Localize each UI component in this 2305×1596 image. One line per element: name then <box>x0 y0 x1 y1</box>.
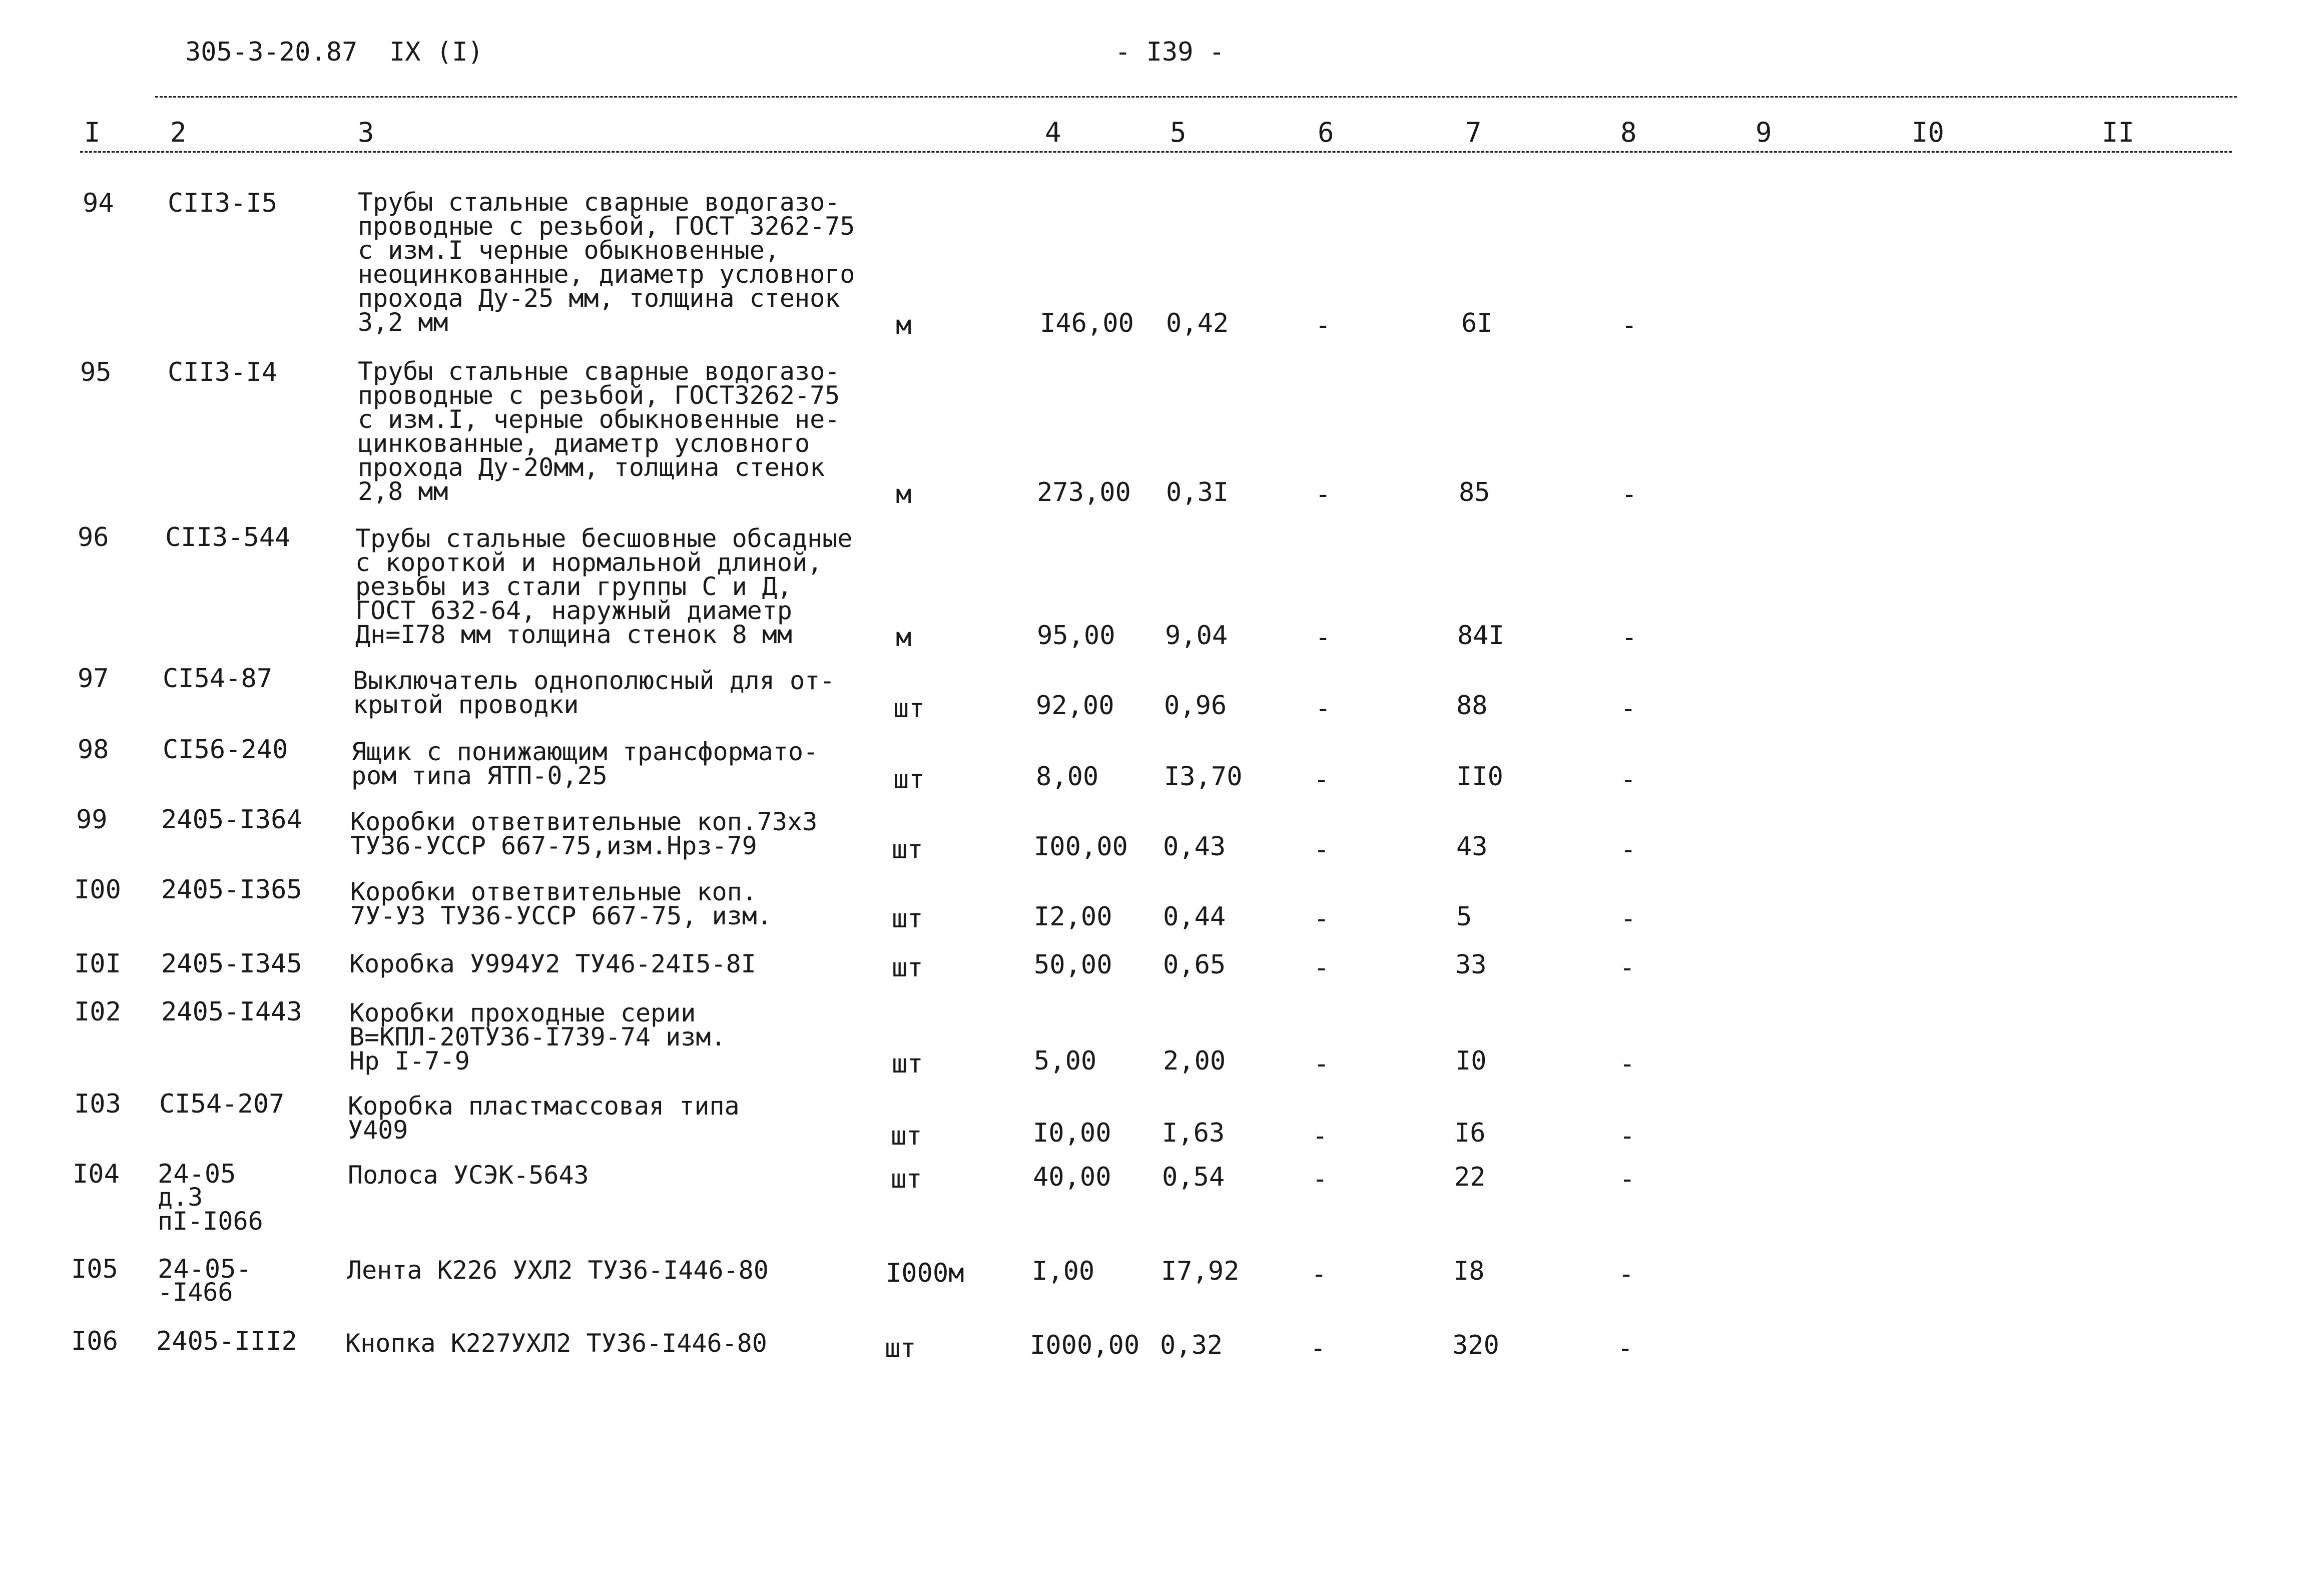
item-code-extra: д.3 <box>158 1183 203 1212</box>
item-description-line: 3,2 мм <box>358 308 448 337</box>
item-description-line: Коробки ответвительные коп.73х3 <box>350 807 818 836</box>
item-description-line: с изм.I черные обыкновенные, <box>358 236 780 265</box>
unit: шт <box>893 765 925 795</box>
col7-value: I0 <box>1455 1046 1487 1076</box>
col6-dash: - <box>1314 765 1330 795</box>
col6-dash: - <box>1314 904 1330 934</box>
item-description-line: Полоса УСЭК-5643 <box>348 1161 589 1190</box>
unit: I000м <box>886 1258 964 1288</box>
item-code: CI54-87 <box>163 664 273 694</box>
item-code: 2405-I345 <box>161 949 302 979</box>
item-description-line: ТУ36-УССР 667-75,изм.Нрз-79 <box>350 831 757 860</box>
col6-dash: - <box>1315 479 1331 509</box>
item-description-line: Нр I-7-9 <box>349 1046 470 1076</box>
column-header: 6 <box>1318 117 1334 148</box>
col6-dash: - <box>1312 1121 1328 1151</box>
col7-value: II0 <box>1456 762 1503 792</box>
col5-value: 9,04 <box>1165 621 1228 651</box>
col5-value: 0,43 <box>1163 832 1226 862</box>
row-number: 98 <box>78 735 109 765</box>
col6-dash: - <box>1315 694 1331 724</box>
item-code-extra: пI-I066 <box>158 1207 263 1236</box>
col6-dash: - <box>1315 623 1331 653</box>
col8-dash: - <box>1620 765 1636 795</box>
col5-value: 0,44 <box>1163 902 1226 932</box>
unit: м <box>896 479 912 509</box>
col5-value: 0,65 <box>1163 950 1226 980</box>
column-header: I <box>84 117 101 148</box>
item-description-line: Коробка У994У2 ТУ46-24I5-8I <box>349 949 756 978</box>
item-description-line: ром типа ЯТП-0,25 <box>351 761 608 790</box>
item-description-line: Лента К226 УХЛ2 ТУ36-I446-80 <box>347 1256 769 1285</box>
item-description-line: 2,8 мм <box>358 477 448 506</box>
unit: шт <box>892 904 923 934</box>
row-number: I06 <box>71 1326 118 1356</box>
page-number: - I39 - <box>1115 37 1225 67</box>
item-description-line: ГОСТ 632-64, наружный диаметр <box>355 596 792 625</box>
item-description-line: Коробка пластмассовая типа <box>348 1092 740 1121</box>
col5-value: 0,96 <box>1164 691 1227 721</box>
item-code: CII3-544 <box>165 522 291 553</box>
row-number: I03 <box>74 1089 121 1119</box>
col5-value: 0,3I <box>1166 477 1229 507</box>
quantity: 50,00 <box>1034 950 1112 980</box>
item-code: 24-05- <box>158 1254 252 1284</box>
item-description-line: Коробки ответвительные коп. <box>350 877 757 906</box>
col8-dash: - <box>1619 953 1635 983</box>
col7-value: 84I <box>1457 621 1504 651</box>
section-number: IX (I) <box>389 37 483 67</box>
col5-value: 0,54 <box>1162 1162 1225 1192</box>
col8-dash: - <box>1621 479 1637 509</box>
unit: шт <box>892 835 923 865</box>
col5-value: 2,00 <box>1163 1046 1226 1076</box>
row-number: I02 <box>74 997 121 1027</box>
col8-dash: - <box>1619 1049 1635 1079</box>
item-code: 2405-I365 <box>161 875 302 905</box>
col6-dash: - <box>1314 953 1330 983</box>
top-rule <box>155 96 2237 98</box>
item-description-line: Выключатель однополюсный для от- <box>353 666 835 695</box>
unit: шт <box>885 1333 916 1363</box>
item-code: 24-05 <box>158 1159 236 1189</box>
item-description-line: Трубы стальные сварные водогазо- <box>358 188 840 217</box>
col7-value: 33 <box>1455 950 1487 980</box>
item-description-line: Кнопка К227УХЛ2 ТУ36-I446-80 <box>345 1329 767 1358</box>
col8-dash: - <box>1620 904 1636 934</box>
item-description-line: проводные с резьбой, ГОСТ3262-75 <box>358 381 840 410</box>
col6-dash: - <box>1314 1049 1330 1079</box>
item-code-extra: -I466 <box>158 1278 233 1307</box>
quantity: 273,00 <box>1037 477 1131 507</box>
col8-dash: - <box>1619 1121 1635 1151</box>
col7-value: 22 <box>1454 1162 1486 1192</box>
unit: шт <box>891 1121 922 1151</box>
unit: м <box>896 623 912 653</box>
col7-value: I6 <box>1454 1118 1486 1148</box>
quantity: 5,00 <box>1034 1046 1097 1076</box>
row-number: 96 <box>78 522 109 553</box>
col6-dash: - <box>1310 1333 1326 1363</box>
col5-value: I3,70 <box>1164 762 1243 792</box>
column-header: 7 <box>1465 117 1482 148</box>
col6-dash: - <box>1315 310 1331 340</box>
col8-dash: - <box>1620 835 1636 865</box>
col7-value: 88 <box>1456 691 1488 721</box>
quantity: I,00 <box>1032 1256 1095 1286</box>
item-description-line: Трубы стальные бесшовные обсадные <box>355 524 853 553</box>
unit: м <box>896 310 912 340</box>
col5-value: I7,92 <box>1161 1256 1240 1286</box>
col7-value: I8 <box>1453 1256 1485 1286</box>
item-code: CII3-I5 <box>168 188 278 218</box>
row-number: 95 <box>80 357 112 387</box>
item-description-line: с изм.I, черные обыкновенные не- <box>358 405 840 434</box>
quantity: 40,00 <box>1033 1162 1111 1192</box>
row-number: 99 <box>76 805 108 835</box>
col8-dash: - <box>1621 623 1637 653</box>
row-number: I0I <box>74 949 121 979</box>
col5-value: 0,42 <box>1166 308 1229 338</box>
col5-value: 0,32 <box>1160 1330 1223 1360</box>
col7-value: 43 <box>1456 832 1488 862</box>
item-code: 2405-I443 <box>161 997 302 1027</box>
column-header: 4 <box>1045 117 1061 148</box>
item-code: CII3-I4 <box>168 357 278 387</box>
item-description-line: Коробки проходные серии <box>349 998 696 1027</box>
col8-dash: - <box>1621 310 1637 340</box>
column-header: I0 <box>1912 117 1945 148</box>
col6-dash: - <box>1312 1164 1328 1194</box>
col6-dash: - <box>1311 1259 1327 1289</box>
item-code: CI54-207 <box>159 1089 285 1119</box>
row-number: 97 <box>78 664 109 694</box>
quantity: I46,00 <box>1040 308 1134 338</box>
item-description-line: с короткой и нормальной длиной, <box>355 548 823 577</box>
col8-dash: - <box>1618 1259 1634 1289</box>
unit: шт <box>891 1164 922 1194</box>
item-description-line: проводные с резьбой, ГОСТ 3262-75 <box>358 212 855 241</box>
item-description-line: цинкованные, диаметр условного <box>358 429 810 458</box>
col8-dash: - <box>1620 694 1636 724</box>
row-number: I04 <box>73 1159 120 1189</box>
unit: шт <box>893 694 925 724</box>
unit: шт <box>892 1049 923 1079</box>
item-description-line: прохода Ду-25 мм, толщина стенок <box>358 284 840 313</box>
col5-value: I,63 <box>1162 1118 1225 1148</box>
column-header: 9 <box>1756 117 1772 148</box>
quantity: 95,00 <box>1037 621 1115 651</box>
column-header: 3 <box>358 117 374 148</box>
column-header: II <box>2102 117 2135 148</box>
quantity: 92,00 <box>1036 691 1114 721</box>
item-description-line: прохода Ду-20мм, толщина стенок <box>358 453 825 482</box>
item-description-line: крытой проводки <box>353 690 579 719</box>
item-code: CI56-240 <box>163 735 288 765</box>
quantity: I000,00 <box>1030 1330 1140 1360</box>
column-header: 2 <box>170 117 187 148</box>
doc-code: 305-3-20.87 <box>185 37 358 67</box>
col8-dash: - <box>1619 1164 1635 1194</box>
item-description-line: У409 <box>348 1116 408 1145</box>
column-header: 8 <box>1620 117 1637 148</box>
col6-dash: - <box>1314 835 1330 865</box>
row-number: 94 <box>83 188 114 218</box>
quantity: I0,00 <box>1033 1118 1111 1148</box>
col8-dash: - <box>1617 1333 1633 1363</box>
item-description-line: В=КПЛ-20ТУ36-I739-74 изм. <box>349 1022 726 1051</box>
column-header: 5 <box>1170 117 1187 148</box>
header-rule <box>80 151 2232 153</box>
item-description-line: 7У-У3 ТУ36-УССР 667-75, изм. <box>350 901 772 930</box>
row-number: I00 <box>74 875 121 905</box>
item-code: 2405-III2 <box>156 1326 297 1356</box>
item-description-line: Трубы стальные сварные водогазо- <box>358 357 840 386</box>
quantity: 8,00 <box>1036 762 1099 792</box>
col7-value: 85 <box>1459 477 1490 507</box>
row-number: I05 <box>71 1254 118 1284</box>
col7-value: 5 <box>1456 902 1472 932</box>
item-description-line: неоцинкованные, диаметр условного <box>358 260 855 289</box>
quantity: I2,00 <box>1034 902 1112 932</box>
col7-value: 6I <box>1461 308 1493 338</box>
quantity: I00,00 <box>1034 832 1128 862</box>
unit: шт <box>892 953 923 983</box>
item-description-line: Дн=I78 мм толщина стенок 8 мм <box>355 620 792 649</box>
item-code: 2405-I364 <box>161 805 302 835</box>
item-description-line: Ящик с понижающим трансформато- <box>351 737 819 766</box>
item-description-line: резьбы из стали группы С и Д, <box>355 572 792 601</box>
col7-value: 320 <box>1452 1330 1499 1360</box>
